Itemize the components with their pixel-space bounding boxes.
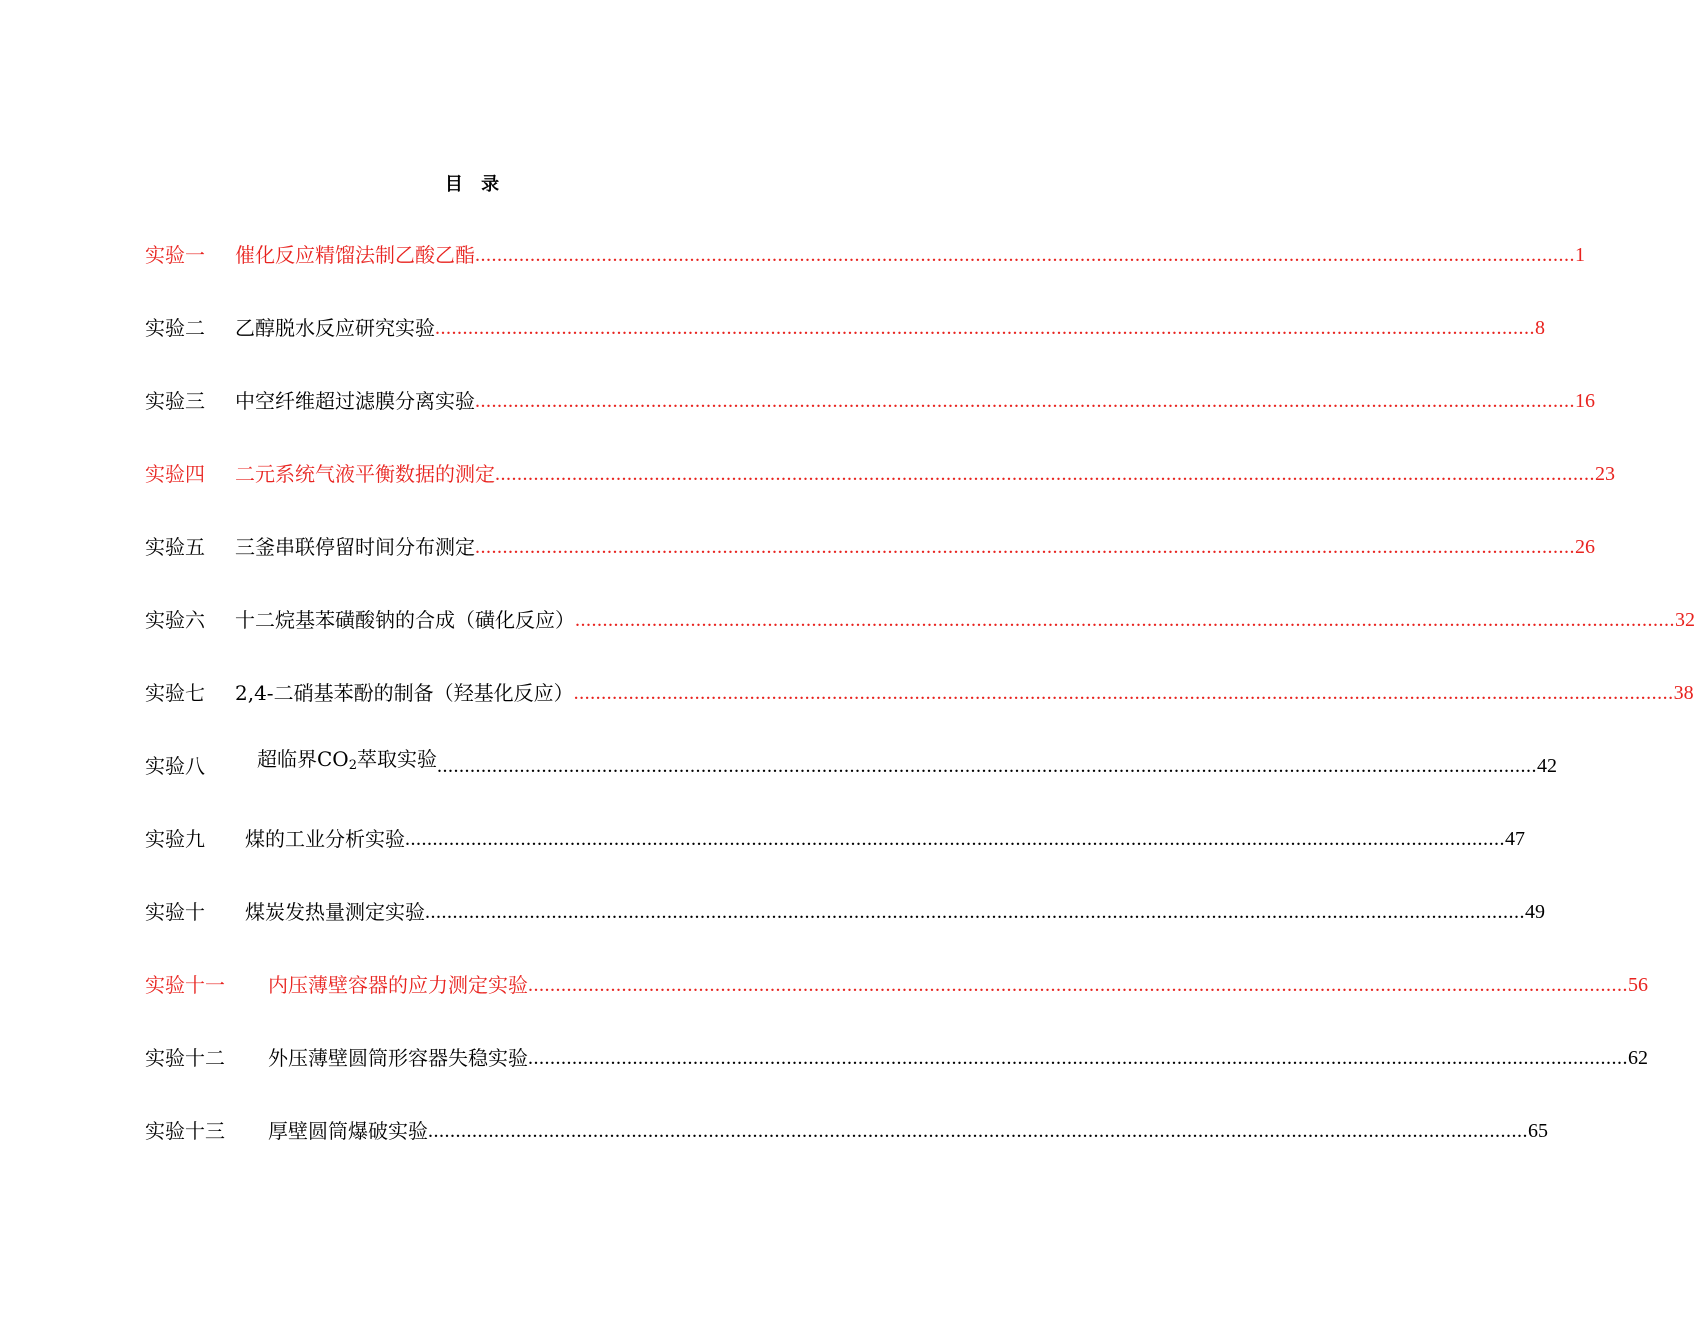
toc-entry-4[interactable] xyxy=(145,457,1615,487)
dot-leader: ........................................................................................................................................................................................................ xyxy=(405,828,1505,850)
entry-page: 62 xyxy=(1628,1047,1648,1069)
entry-number: 实验七 xyxy=(145,681,205,705)
page-title: 目 录 xyxy=(444,174,506,195)
entry-title: 外压薄壁圆筒形容器失稳实验 xyxy=(268,1046,528,1070)
dot-leader: ........................................................................................................................................................................................................ xyxy=(475,390,1575,412)
entry-title: 煤炭发热量测定实验 xyxy=(245,900,425,924)
entry-page: 8 xyxy=(1535,317,1545,339)
entry-title xyxy=(257,746,437,779)
entry-title-subscript: 2 xyxy=(348,758,357,773)
entry-number: 实验五 xyxy=(145,535,205,559)
entry-number: 实验十 xyxy=(145,900,205,924)
dot-leader: ........................................................................................................................................................................................................ xyxy=(495,463,1595,485)
toc-entry-11[interactable] xyxy=(145,968,1648,998)
entry-title-pre: 超临界CO xyxy=(257,747,349,771)
entry-title: 内压薄壁容器的应力测定实验 xyxy=(268,973,528,997)
entry-page: 56 xyxy=(1628,974,1648,996)
toc-entry-1[interactable] xyxy=(145,238,1585,268)
entry-page: 23 xyxy=(1595,463,1615,485)
entry-number: 实验一 xyxy=(145,243,205,267)
entry-title: 煤的工业分析实验 xyxy=(245,827,405,851)
entry-title: 厚壁圆筒爆破实验 xyxy=(268,1119,428,1143)
dot-leader: ........................................................................................................................................................................................................ xyxy=(528,1047,1628,1069)
dot-leader: ........................................................................................................................................................................................................ xyxy=(573,682,1674,704)
dot-leader: ........................................................................................................................................................................................................ xyxy=(425,901,1525,923)
entry-title: 催化反应精馏法制乙酸乙酯 xyxy=(235,243,475,267)
entry-number: 实验十二 xyxy=(145,1046,225,1070)
entry-page: 26 xyxy=(1575,536,1595,558)
entry-title-post: 萃取实验 xyxy=(356,747,437,771)
entry-title: 十二烷基苯磺酸钠的合成（磺化反应） xyxy=(235,608,575,632)
entry-title: 中空纤维超过滤膜分离实验 xyxy=(235,389,475,413)
entry-number: 实验六 xyxy=(145,608,205,632)
dot-leader: ........................................................................................................................................................................................................ xyxy=(475,536,1575,558)
dot-leader: ........................................................................................................................................................................................................ xyxy=(528,974,1628,996)
toc-entry-8[interactable] xyxy=(145,747,1557,779)
entry-page: 49 xyxy=(1525,901,1545,923)
entry-number: 实验二 xyxy=(145,316,205,340)
toc-entry-2[interactable] xyxy=(145,311,1545,341)
entry-number: 实验四 xyxy=(145,462,205,486)
entry-title: 乙醇脱水反应研究实验 xyxy=(235,316,435,340)
entry-page: 47 xyxy=(1505,828,1525,850)
toc-entry-10[interactable] xyxy=(145,895,1545,925)
entry-number: 实验九 xyxy=(145,827,205,851)
toc-entry-13[interactable] xyxy=(145,1114,1548,1144)
entry-page: 38 xyxy=(1673,682,1694,704)
entry-page: 32 xyxy=(1675,609,1695,631)
entry-page: 65 xyxy=(1528,1120,1548,1142)
toc-entry-9[interactable] xyxy=(145,822,1525,852)
entry-page: 42 xyxy=(1536,755,1557,777)
dot-leader: ........................................................................................................................................................................................................ xyxy=(575,609,1675,631)
entry-number: 实验八 xyxy=(145,754,205,778)
entry-number: 实验十三 xyxy=(145,1119,225,1143)
dot-leader: ........................................................................................................................................................................................................ xyxy=(436,755,1537,777)
entry-page: 16 xyxy=(1575,390,1595,412)
dot-leader: ........................................................................................................................................................................................................ xyxy=(475,244,1575,266)
toc-entry-5[interactable] xyxy=(145,530,1595,560)
entry-title: 三釜串联停留时间分布测定 xyxy=(235,535,475,559)
toc-entry-7[interactable] xyxy=(145,676,1694,706)
entry-number: 实验十一 xyxy=(145,973,225,997)
entry-title: 2,4-二硝基苯酚的制备（羟基化反应） xyxy=(235,681,574,705)
entry-number: 实验三 xyxy=(145,389,205,413)
entry-page: 1 xyxy=(1575,244,1585,266)
entry-title: 二元系统气液平衡数据的测定 xyxy=(235,462,495,486)
toc-entry-3[interactable] xyxy=(145,384,1595,414)
toc-entry-12[interactable] xyxy=(145,1041,1648,1071)
toc-entry-6[interactable] xyxy=(145,603,1695,633)
dot-leader: ........................................................................................................................................................................................................ xyxy=(435,317,1535,339)
dot-leader: ........................................................................................................................................................................................................ xyxy=(428,1120,1528,1142)
